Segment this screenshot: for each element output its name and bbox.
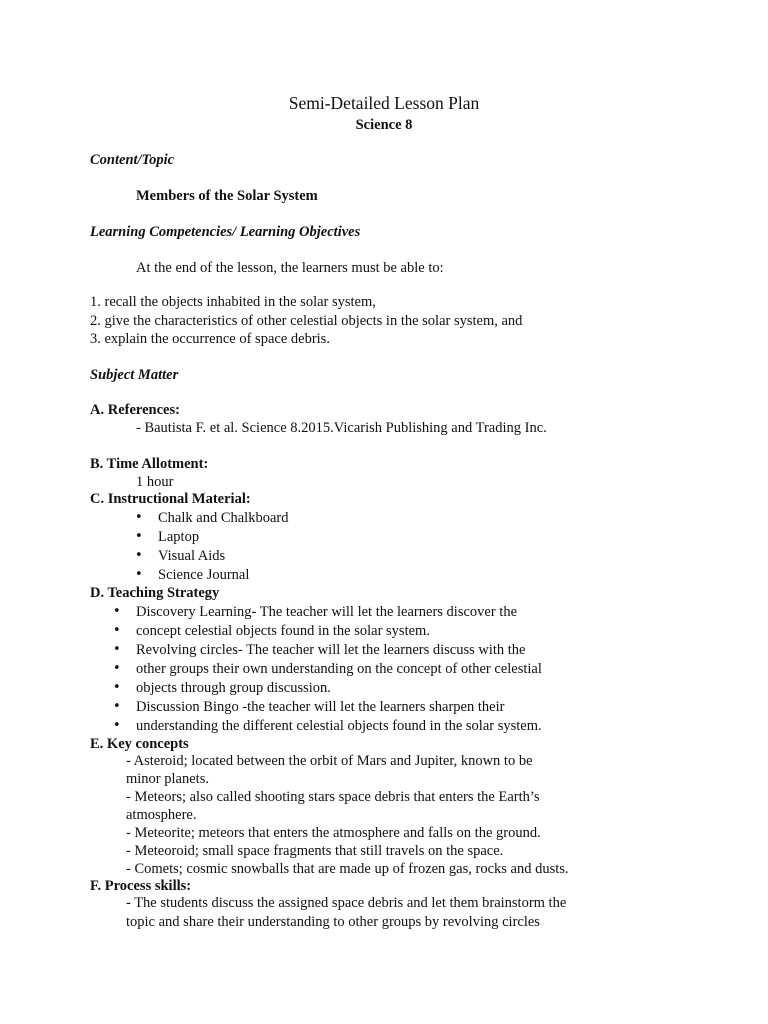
page-subtitle: Science 8 [355, 117, 413, 133]
objective-item: 3. explain the occurrence of space debris. [90, 331, 330, 347]
list-item: • Visual Aids [158, 547, 225, 565]
process-skill-line: topic and share their understanding to other groups by revolving circles [126, 914, 540, 930]
time-allotment-label: B. Time Allotment: [90, 456, 209, 472]
key-concept-line: - Meteors; also called shooting stars space debris that enters the Earth’s [126, 789, 540, 805]
key-concept-line: atmosphere. [126, 807, 197, 823]
content-topic-text: Members of the Solar System [136, 188, 318, 204]
key-concept-line: - Asteroid; located between the orbit of Mars and Jupiter, known to be [126, 753, 533, 769]
list-item: • Chalk and Chalkboard [158, 509, 288, 527]
references-label: A. References: [90, 402, 180, 418]
subject-matter-heading: Subject Matter [90, 367, 179, 383]
key-concept-line: minor planets. [126, 771, 209, 787]
key-concept-line: - Meteorite; meteors that enters the atmosphere and falls on the ground. [126, 825, 541, 841]
list-item: • Discovery Learning- The teacher will let the learners discover the [136, 603, 517, 621]
process-skills-label: F. Process skills: [90, 878, 192, 894]
list-item: • Discussion Bingo -the teacher will let the learners sharpen their [136, 698, 504, 716]
list-item: • Laptop [158, 528, 199, 546]
competencies-heading: Learning Competencies/ Learning Objectives [90, 224, 361, 240]
objective-item: 1. recall the objects inhabited in the solar system, [90, 294, 376, 310]
key-concepts-label: E. Key concepts [90, 736, 189, 752]
list-item: • understanding the different celestial objects found in the solar system. [136, 717, 542, 735]
page-title: Semi-Detailed Lesson Plan [288, 93, 480, 113]
instructional-material-label: C. Instructional Material: [90, 491, 251, 507]
content-topic-heading: Content/Topic [90, 152, 175, 168]
key-concept-line: - Meteoroid; small space fragments that still travels on the space. [126, 843, 504, 859]
key-concept-line: - Comets; cosmic snowballs that are made up of frozen gas, rocks and dusts. [126, 861, 569, 877]
process-skill-line: - The students discuss the assigned space debris and let them brainstorm the [126, 895, 567, 911]
list-item: • objects through group discussion. [136, 679, 331, 697]
list-item: • other groups their own understanding on the concept of other celestial [136, 660, 542, 678]
references-text: - Bautista F. et al. Science 8.2015.Vicarish Publishing and Trading Inc. [136, 420, 547, 436]
list-item: • Revolving circles- The teacher will let the learners discuss with the [136, 641, 526, 659]
list-item: • Science Journal [158, 566, 249, 584]
list-item: • concept celestial objects found in the solar system. [136, 622, 430, 640]
competencies-intro: At the end of the lesson, the learners must be able to: [136, 260, 444, 276]
teaching-strategy-label: D. Teaching Strategy [90, 585, 220, 601]
time-allotment-text: 1 hour [136, 474, 174, 490]
objective-item: 2. give the characteristics of other celestial objects in the solar system, and [90, 313, 523, 329]
